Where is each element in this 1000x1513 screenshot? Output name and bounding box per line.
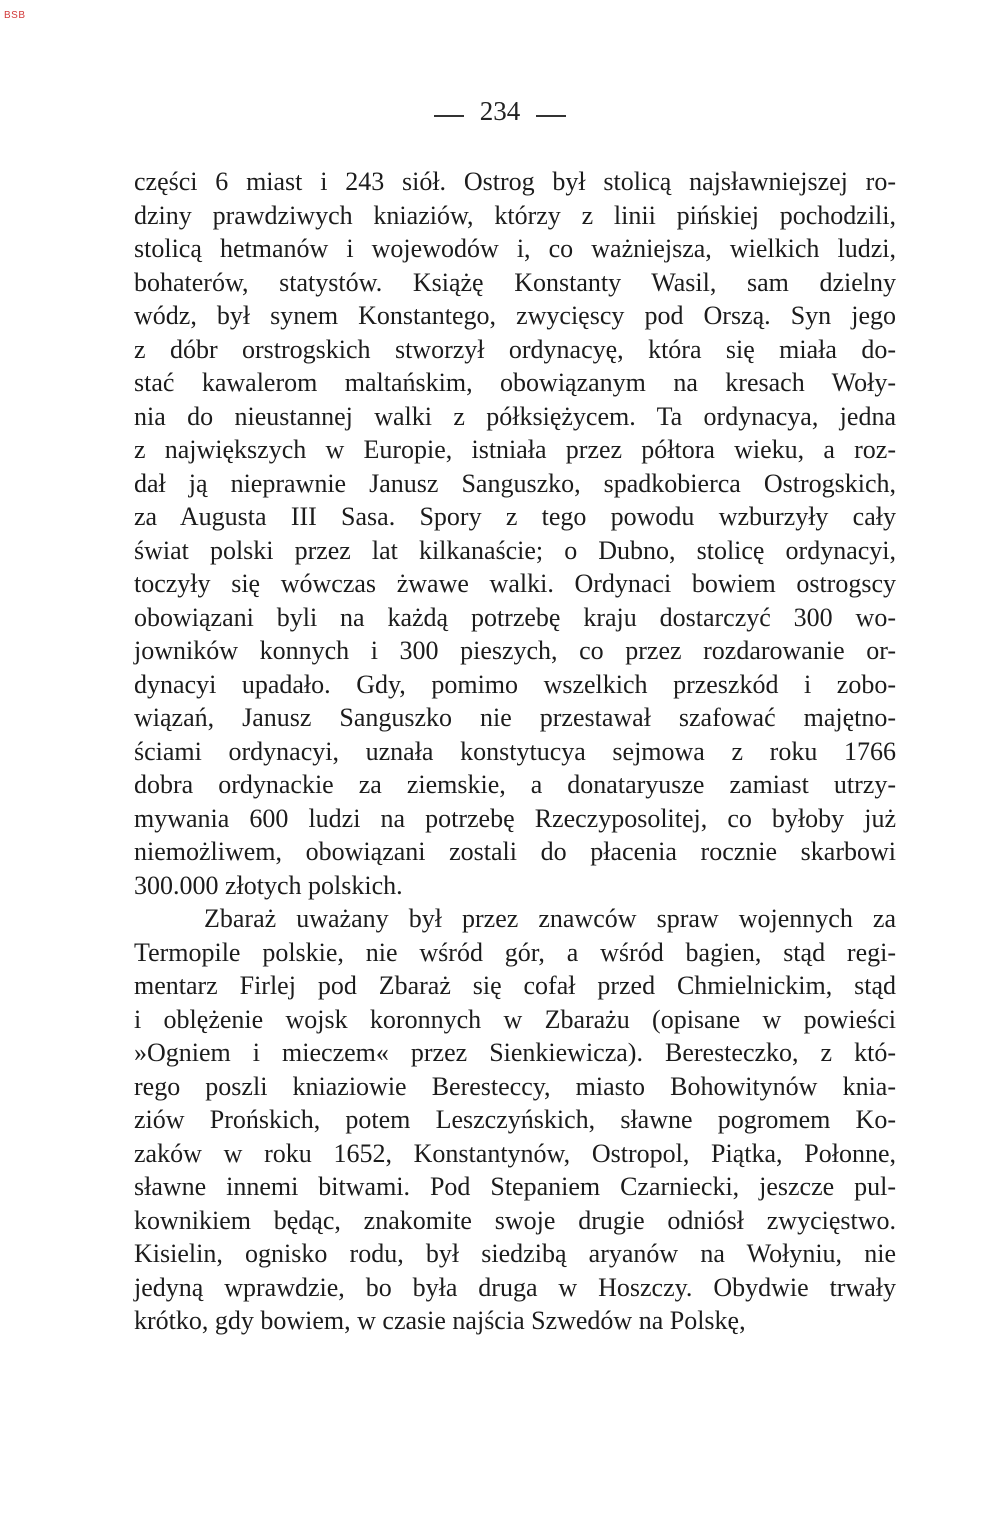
text-line: części 6 miast i 243 siół. Ostrog był stolicą najsławniejszej ro- [134, 167, 896, 196]
text-line: Zbaraż uważany był przez znawców spraw wojennych za [204, 904, 896, 933]
text-line: stolicą hetmanów i wojewodów i, co ważniejsza, wielkich ludzi, [134, 234, 896, 263]
text-line: jowników konnych i 300 pieszych, co przez rozdarowanie or- [134, 636, 896, 665]
text-line: dał ją nieprawnie Janusz Sanguszko, spadkobierca Ostrogskich, [134, 468, 896, 498]
text-line: mentarz Firlej pod Zbaraż się cofał przed Chmielnickim, stąd [134, 971, 896, 1000]
text-line: z dóbr orstrogskich stworzył ordynacyę, która się miała do- [134, 334, 896, 364]
text-line: ściami ordynacyi, uznała konstytucya sejmowa z roku 1766 [134, 736, 896, 766]
text-line: wiązań, Janusz Sanguszko nie przestawał szafować majętno- [134, 703, 896, 732]
page-number-header [0, 96, 1000, 126]
text-line: dobra ordynackie za ziemskie, a donataryusze zamiast utrzy- [134, 770, 896, 799]
left-dash [434, 115, 464, 117]
paragraph [134, 902, 896, 1338]
text-line: stać kawalerom maltańskim, obowiązanym na kresach Woły- [134, 368, 896, 397]
text-line: nia do nieustannej walki z półksiężycem. Ta ordynacya, jedna [134, 401, 896, 431]
text-line: dynacyi upadało. Gdy, pomimo wszelkich przeszkód i zobo- [134, 669, 896, 699]
text-line: »Ogniem i mieczem« przez Sienkiewicza). Beresteczko, z któ- [134, 1038, 896, 1067]
text-line: świat polski przez lat kilkanaście; o Dubno, stolicę ordynacyi, [134, 535, 896, 565]
text-line: i oblężenie wojsk koronnych w Zbarażu (opisane w powieści [134, 1004, 896, 1034]
paragraph [134, 165, 896, 902]
text-line: toczyły się wówczas żwawe walki. Ordynaci bowiem ostrogscy [134, 569, 896, 598]
text-line: bohaterów, statystów. Książę Konstanty Wasil, sam dzielny [134, 267, 896, 297]
text-line: dziny prawdziwych kniaziów, którzy z linii pińskiej pochodzili, [134, 200, 896, 230]
text-line: 300.000 złotych polskich. [134, 870, 403, 900]
text-line: ziów Prońskich, potem Leszczyńskich, sławne pogromem Ko- [134, 1105, 896, 1134]
right-dash [536, 115, 566, 117]
text-line: wódz, był synem Konstantego, zwycięscy pod Orszą. Syn jego [134, 301, 896, 330]
body-text [134, 165, 896, 1338]
library-watermark: BSB [4, 10, 26, 21]
text-line: z największych w Europie, istniała przez półtora wieku, a roz- [134, 435, 896, 464]
text-line: Termopile polskie, nie wśród gór, a wśród bagien, stąd regi- [134, 937, 896, 967]
text-line: obowiązani byli na każdą potrzebę kraju dostarczyć 300 wo- [134, 602, 896, 632]
text-line: za Augusta III Sasa. Spory z tego powodu wzburzyły cały [134, 502, 896, 531]
text-line: zaków w roku 1652, Konstantynów, Ostropol, Piątka, Połonne, [134, 1138, 896, 1168]
text-line: kownikiem będąc, znakomite swoje drugie odniósł zwycięstwo. [134, 1205, 896, 1235]
text-line: jedyną wprawdzie, bo była druga w Hoszczy. Obydwie trwały [134, 1272, 896, 1302]
text-line: krótko, gdy bowiem, w czasie najścia Szwedów na Polskę, [134, 1306, 746, 1335]
text-line: sławne innemi bitwami. Pod Stepaniem Czarniecki, jeszcze pul- [134, 1172, 896, 1201]
page-number: 234 [479, 96, 521, 126]
text-line: rego poszli kniaziowie Beresteccy, miasto Bohowitynów knia- [134, 1071, 896, 1101]
text-line: niemożliwem, obowiązani zostali do płacenia rocznie skarbowi [134, 837, 896, 866]
text-line: mywania 600 ludzi na potrzebę Rzeczyposolitej, co byłoby już [134, 803, 896, 833]
text-line: Kisielin, ognisko rodu, był siedzibą aryanów na Wołyniu, nie [134, 1239, 896, 1268]
